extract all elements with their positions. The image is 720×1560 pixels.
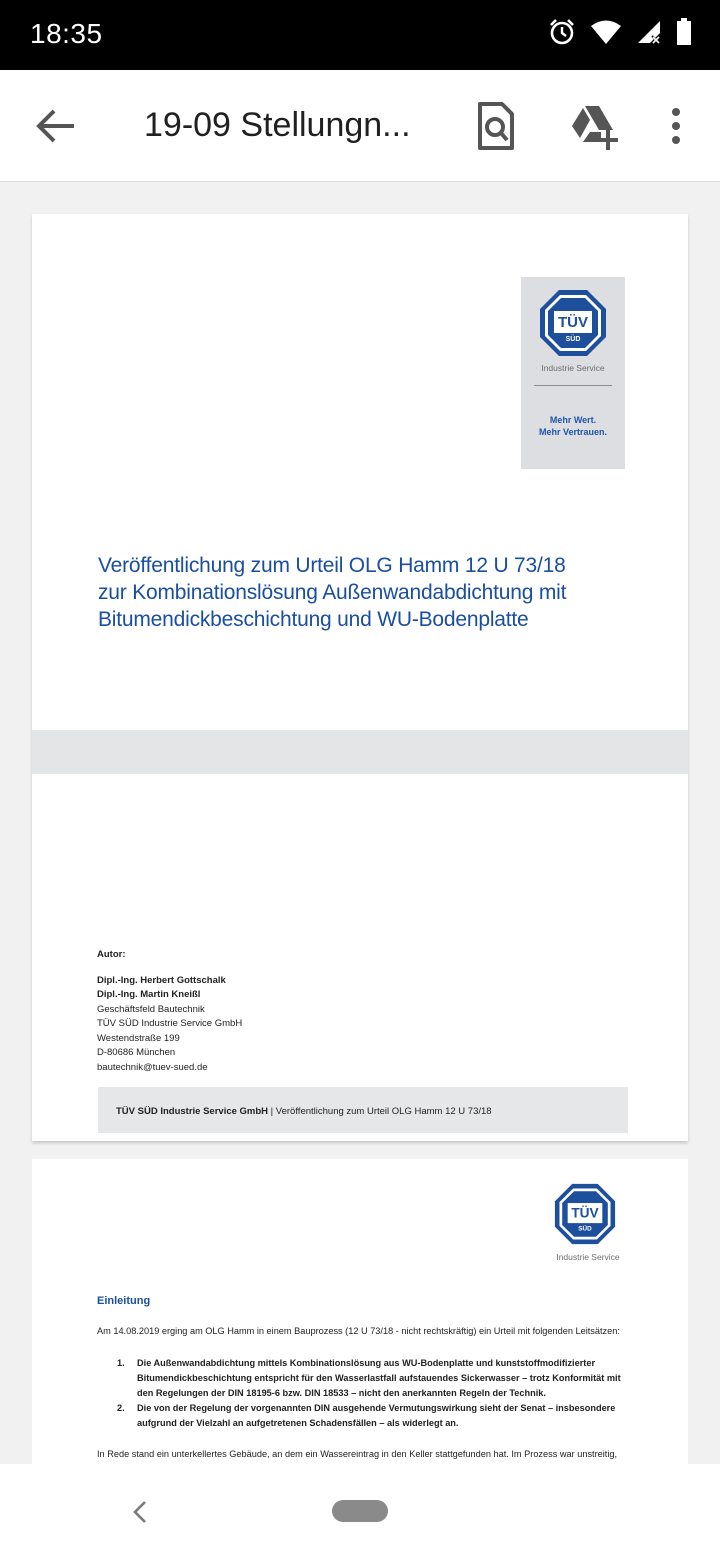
author-label: Autor: [97, 949, 126, 960]
alarm-icon [548, 18, 576, 46]
footer-company: TÜV SÜD Industrie Service GmbH [116, 1106, 269, 1117]
footer-text [116, 1106, 492, 1117]
page-gray-band [32, 730, 688, 774]
home-pill[interactable] [332, 1500, 388, 1522]
address-line: Westendstraße 199 [97, 1032, 180, 1044]
list-line: Die Außenwandabdichtung mittels Kombinationslösung aus WU-Bodenplatte und kunststoffmodifizierter [137, 1358, 596, 1368]
logo-brand: TÜV [571, 1205, 599, 1221]
footer-title: Veröffentlichung zum Urteil OLG Hamm 12 U 73/18 [275, 1106, 492, 1117]
footer-separator: | [268, 1106, 276, 1117]
status-icons [548, 18, 692, 46]
status-time: 18:35 [30, 18, 103, 49]
logo-sub: SÜD [578, 1225, 592, 1233]
document-page-2 [32, 1159, 688, 1464]
signal-icon [636, 19, 662, 45]
wifi-icon [590, 19, 622, 45]
document-viewer[interactable] [0, 183, 720, 1464]
add-to-drive-icon[interactable] [567, 100, 619, 152]
author-name-1: Dipl.-Ing. Herbert Gottschalk [97, 974, 226, 986]
tuv-sud-logo-icon [554, 1183, 616, 1245]
tuv-logo-panel [521, 277, 625, 469]
author-block [97, 948, 242, 1075]
list-line: aufgrund der Vielzahl an aufgetretenen Schadensfällen – als widerlegt an. [137, 1418, 459, 1428]
logo-claim [521, 414, 625, 438]
heading-line-3: Bitumendickbeschichtung und WU-Bodenplatte [98, 608, 529, 631]
claim-line-2: Mehr Vertrauen. [538, 427, 608, 437]
list-item [117, 1401, 627, 1431]
logo-divider [534, 385, 612, 386]
document-page-1 [32, 214, 688, 1141]
list-item [117, 1356, 627, 1401]
more-options-icon[interactable] [650, 100, 702, 152]
address-line: TÜV SÜD Industrie Service GmbH [97, 1018, 243, 1029]
page-footer [98, 1087, 628, 1133]
back-arrow-icon[interactable] [34, 106, 78, 146]
author-email: bautechnik@tuev-sued.de [97, 1061, 208, 1073]
back-nav-icon[interactable] [128, 1498, 152, 1526]
app-bar [0, 70, 720, 182]
logo-sub: SÜD [565, 336, 581, 343]
guidelines-list [117, 1356, 627, 1431]
find-in-document-icon[interactable] [470, 100, 522, 152]
author-name-2: Dipl.-Ing. Martin Kneißl [97, 989, 201, 1000]
logo-brand: TÜV [558, 314, 588, 331]
heading-line-1: Veröffentlichung zum Urteil OLG Hamm 12 U 73/18 [98, 554, 566, 577]
section-heading: Einleitung [97, 1295, 151, 1307]
tuv-sud-logo-icon [539, 289, 607, 357]
logo-service-label: Industrie Service [541, 363, 605, 373]
document-title: 19-09 Stellungn... [144, 106, 411, 144]
logo-service-label: Industrie Service [556, 1252, 620, 1262]
list-line: Die von der Regelung der vorgenannten DIN ausgehende Vermutungswirkung sieht der Senat – insbesondere [137, 1403, 616, 1413]
battery-icon [676, 18, 692, 46]
body-paragraph: In Rede stand ein unterkellertes Gebäude, an dem ein Wassereintrag in den Keller stattgefunden hat. Im Prozess war unstreitig, [97, 1449, 618, 1459]
address-line: D-80686 München [97, 1047, 176, 1058]
list-number: 1. [117, 1358, 125, 1368]
system-navigation-bar [0, 1464, 720, 1560]
claim-line-1: Mehr Wert. [549, 415, 597, 425]
list-number: 2. [117, 1403, 125, 1413]
list-line: den Regelungen der DIN 18195-6 bzw. DIN 18533 – nicht den anerkannten Regeln der Technik. [137, 1388, 546, 1398]
list-line: Bitumendickbeschichtung entspricht für den Wasserlastfall aufstauendes Sickerwasser – trotz Konformität mit [137, 1373, 621, 1383]
document-heading [98, 552, 618, 633]
address-line: Geschäftsfeld Bautechnik [97, 1003, 205, 1015]
heading-line-2: zur Kombinationslösung Außenwandabdichtung mit [98, 581, 567, 604]
intro-paragraph: Am 14.08.2019 erging am OLG Hamm in einem Bauprozess (12 U 73/18 - nicht rechtskräftig) ein Urteil mit folgenden Leitsätzen: [97, 1326, 620, 1336]
status-bar [0, 0, 720, 70]
